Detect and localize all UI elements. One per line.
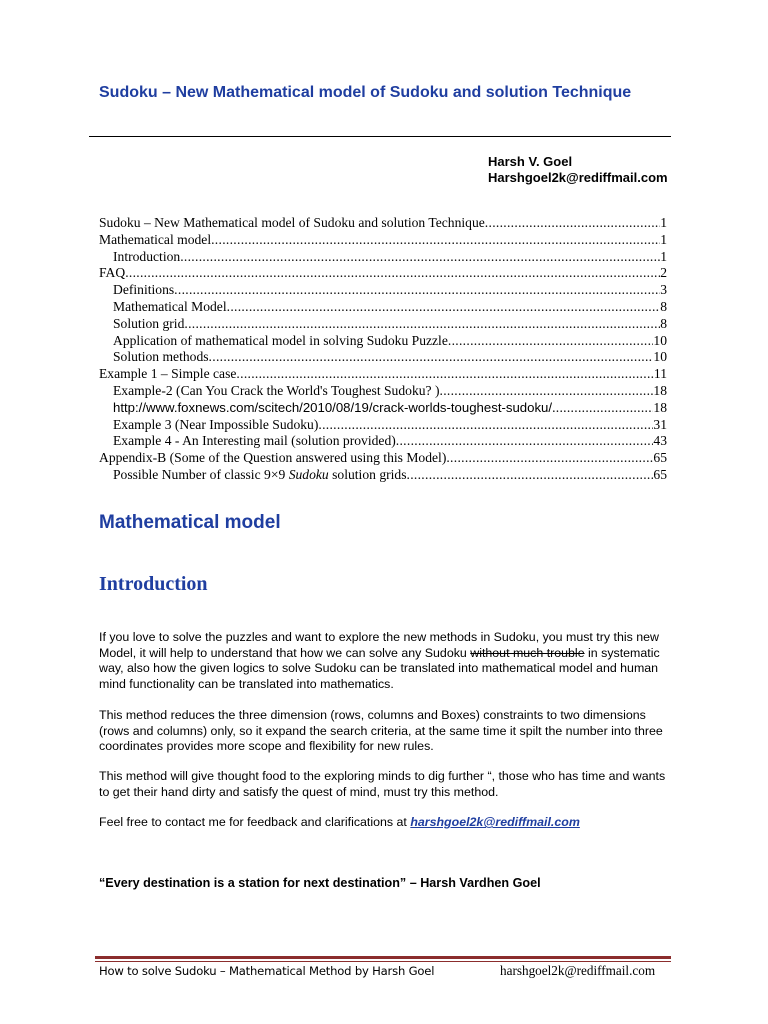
toc-entry-mathematical-model[interactable] [99, 232, 667, 249]
toc-entry-text: Example 1 – Simple case [99, 366, 237, 382]
toc-entry-text: Sudoku – New Mathematical model of Sudoku and solution Technique [99, 215, 485, 230]
table-of-contents [99, 215, 667, 484]
toc-entry-faq[interactable] [99, 265, 667, 282]
intro-paragraph-2: This method reduces the three dimension (rows, columns and Boxes) constraints to two dimensions (rows and columns) only, so it expand the search criteria, at the same time it spilt the number into three coordinates provides more scope and flexibility for new rules. [99, 708, 663, 754]
toc-entry-page: 43 [653, 433, 667, 449]
toc-entry-text: Appendix-B (Some of the Question answered using this Model) [99, 450, 447, 466]
toc-entry-application[interactable] [99, 333, 667, 350]
toc-entry-introduction[interactable] [99, 249, 667, 266]
toc-entry-page: 18 [653, 399, 667, 415]
toc-entry-foxnews-link[interactable] [99, 400, 667, 417]
toc-entry-text: FAQ [99, 265, 126, 281]
author-email: Harshgoel2k@rediffmail.com [488, 170, 668, 185]
toc-entry-text: Definitions [113, 282, 175, 298]
toc-entry-text: Mathematical model [99, 231, 212, 247]
title-divider [89, 136, 671, 137]
closing-quote: “Every destination is a station for next destination” – Harsh Vardhen Goel [99, 876, 541, 890]
intro-paragraph-1: If you love to solve the puzzles and want to explore the new methods in Sudoku, you must try this new Model, it will help to understand that how we can solve any Sudoku without much trouble in systematic way, also how the given logics to solve Sudoku can be translated into mathematical model and human mind functionality can be translated into mathematics. [99, 630, 660, 691]
toc-entry-possible-number[interactable] [99, 467, 667, 484]
toc-entry-page: 3 [660, 282, 667, 298]
toc-entry-text: Mathematical Model [113, 298, 227, 314]
footer-rule-thin [95, 961, 671, 962]
toc-entry-appendix-b[interactable] [99, 450, 667, 467]
toc-entry-example-2[interactable] [99, 383, 667, 400]
section-heading-introduction: Introduction [99, 573, 208, 595]
toc-entry-page: 18 [653, 382, 667, 398]
toc-entry-text: http://www.foxnews.com/scitech/2010/08/19/crack-worlds-toughest-sudoku/ [113, 399, 553, 415]
toc-entry-page: 1 [660, 231, 667, 247]
toc-entry-example-4[interactable] [99, 433, 667, 450]
author-block [488, 154, 668, 186]
toc-entry-text: Application of mathematical model in solving Sudoku Puzzle [113, 332, 448, 348]
author-name: Harsh V. Goel [488, 154, 573, 169]
toc-entry-text: Solution methods [113, 349, 209, 365]
toc-entry-mathematical-model-2[interactable] [99, 299, 667, 316]
toc-entry-definitions[interactable] [99, 282, 667, 299]
footer-rule-thick [95, 956, 671, 959]
toc-entry-page: 31 [653, 416, 667, 432]
toc-entry-title[interactable] [99, 215, 667, 232]
toc-entry-solution-grid[interactable] [99, 316, 667, 333]
toc-entry-solution-methods[interactable] [99, 349, 667, 366]
toc-entry-page: 10 [653, 332, 667, 348]
footer-title: How to solve Sudoku – Mathematical Method by Harsh Goel [99, 964, 435, 978]
toc-entry-text: Introduction [113, 248, 181, 264]
toc-entry-example-3[interactable] [99, 417, 667, 434]
toc-entry-page: 65 [653, 466, 667, 482]
toc-entry-text: Example 4 - An Interesting mail (solution provided) [113, 433, 396, 449]
toc-entry-page: 1 [660, 248, 667, 264]
document-title: Sudoku – New Mathematical model of Sudoku and solution Technique [99, 84, 632, 101]
section-heading-mathematical-model: Mathematical model [99, 512, 281, 533]
intro-paragraph-3: This method will give thought food to the exploring minds to dig further “, those who has time and wants to get their hand dirty and satisfy the quest of mind, must try this method. [99, 769, 666, 799]
struck-text: without much trouble [470, 645, 585, 660]
toc-entry-text: Solution grid [113, 315, 185, 331]
toc-entry-text: Possible Number of classic 9×9 Sudoku solution grids [113, 466, 407, 482]
footer-email: harshgoel2k@rediffmail.com [500, 963, 656, 978]
toc-entry-page: 2 [660, 265, 667, 281]
toc-entry-page: 11 [653, 366, 667, 382]
toc-entry-page: 8 [660, 315, 667, 331]
toc-entry-page: 10 [653, 349, 667, 365]
toc-entry-page: 8 [660, 298, 667, 314]
contact-paragraph: Feel free to contact me for feedback and clarifications at harshgoel2k@rediffmail.com [99, 815, 580, 829]
toc-entry-example-1[interactable] [99, 366, 667, 383]
contact-email-link[interactable]: harshgoel2k@rediffmail.com [410, 815, 580, 829]
toc-entry-text: Example 3 (Near Impossible Sudoku) [113, 416, 319, 432]
toc-entry-text: Example-2 (Can You Crack the World's Toughest Sudoku? ) [113, 382, 440, 398]
toc-entry-page: 65 [653, 450, 667, 466]
toc-entry-page: 1 [660, 215, 667, 230]
